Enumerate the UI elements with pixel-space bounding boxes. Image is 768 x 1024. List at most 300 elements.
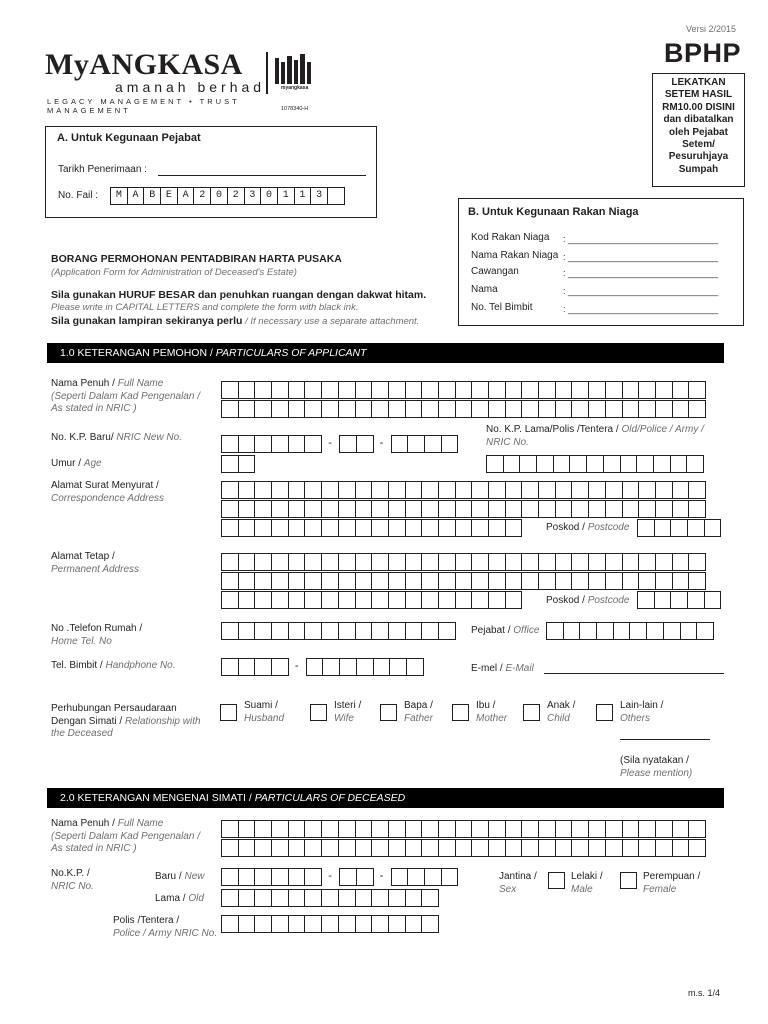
char-cell[interactable] — [704, 591, 722, 609]
char-cell[interactable] — [438, 481, 456, 499]
char-cell[interactable] — [271, 591, 289, 609]
char-cell[interactable] — [521, 481, 539, 499]
char-cell[interactable] — [538, 481, 556, 499]
char-cell[interactable] — [388, 553, 406, 571]
char-cell[interactable] — [388, 500, 406, 518]
char-cell[interactable] — [588, 500, 606, 518]
char-cell[interactable] — [388, 519, 406, 537]
file-char-cell[interactable]: 1 — [277, 187, 295, 205]
char-cell[interactable] — [338, 553, 356, 571]
char-cell[interactable] — [321, 622, 339, 640]
char-cell[interactable] — [571, 553, 589, 571]
char-cell[interactable] — [288, 381, 306, 399]
char-cell[interactable] — [321, 519, 339, 537]
char-cell[interactable] — [221, 553, 239, 571]
char-cell[interactable] — [338, 500, 356, 518]
char-cell[interactable] — [371, 591, 389, 609]
char-cell[interactable] — [646, 622, 664, 640]
deceased-nric-old-field[interactable] — [221, 889, 438, 907]
char-cell[interactable] — [620, 455, 638, 473]
char-cell[interactable] — [687, 591, 705, 609]
char-cell[interactable] — [438, 820, 456, 838]
char-cell[interactable] — [654, 591, 672, 609]
char-cell[interactable] — [321, 839, 339, 857]
char-cell[interactable] — [288, 435, 306, 453]
char-cell[interactable] — [388, 622, 406, 640]
char-cell[interactable] — [321, 889, 339, 907]
char-cell[interactable] — [488, 481, 506, 499]
char-cell[interactable] — [288, 400, 306, 418]
email-field[interactable] — [544, 673, 724, 674]
char-cell[interactable] — [688, 481, 706, 499]
file-char-cell[interactable]: A — [127, 187, 145, 205]
char-cell[interactable] — [221, 591, 239, 609]
char-cell[interactable] — [391, 435, 409, 453]
char-cell[interactable] — [438, 839, 456, 857]
char-cell[interactable] — [391, 868, 409, 886]
char-cell[interactable] — [622, 820, 640, 838]
char-cell[interactable] — [421, 591, 439, 609]
char-cell[interactable] — [655, 820, 673, 838]
char-cell[interactable] — [638, 500, 656, 518]
char-cell[interactable] — [638, 381, 656, 399]
char-cell[interactable] — [271, 572, 289, 590]
char-cell[interactable] — [304, 868, 322, 886]
char-cell[interactable] — [221, 519, 239, 537]
char-cell[interactable] — [455, 591, 473, 609]
char-cell[interactable] — [438, 500, 456, 518]
partner-field-input[interactable]: : ______________________________ — [563, 286, 719, 296]
char-cell[interactable] — [371, 915, 389, 933]
char-cell[interactable] — [563, 622, 581, 640]
char-cell[interactable] — [521, 381, 539, 399]
file-char-cell[interactable]: 2 — [193, 187, 211, 205]
char-cell[interactable] — [238, 553, 256, 571]
char-cell[interactable] — [271, 435, 289, 453]
char-cell[interactable] — [546, 622, 564, 640]
char-cell[interactable] — [238, 839, 256, 857]
char-cell[interactable] — [538, 572, 556, 590]
char-cell[interactable] — [571, 572, 589, 590]
char-cell[interactable] — [254, 435, 272, 453]
char-cell[interactable] — [521, 820, 539, 838]
char-cell[interactable] — [304, 572, 322, 590]
char-cell[interactable] — [638, 481, 656, 499]
char-cell[interactable] — [538, 400, 556, 418]
char-cell[interactable] — [455, 381, 473, 399]
char-cell[interactable] — [629, 622, 647, 640]
char-cell[interactable] — [321, 481, 339, 499]
char-cell[interactable] — [254, 658, 272, 676]
char-cell[interactable] — [405, 553, 423, 571]
char-cell[interactable] — [405, 820, 423, 838]
char-cell[interactable] — [371, 553, 389, 571]
char-cell[interactable] — [438, 553, 456, 571]
char-cell[interactable] — [405, 915, 423, 933]
char-cell[interactable] — [455, 839, 473, 857]
char-cell[interactable] — [588, 553, 606, 571]
char-cell[interactable] — [571, 839, 589, 857]
char-cell[interactable] — [238, 820, 256, 838]
char-cell[interactable] — [421, 572, 439, 590]
char-cell[interactable] — [638, 553, 656, 571]
char-cell[interactable] — [371, 500, 389, 518]
char-cell[interactable] — [688, 572, 706, 590]
char-cell[interactable] — [688, 553, 706, 571]
char-cell[interactable] — [338, 915, 356, 933]
char-cell[interactable] — [505, 519, 523, 537]
char-cell[interactable] — [471, 381, 489, 399]
char-cell[interactable] — [221, 435, 239, 453]
char-cell[interactable] — [638, 400, 656, 418]
char-cell[interactable] — [221, 381, 239, 399]
char-cell[interactable] — [321, 500, 339, 518]
char-cell[interactable] — [405, 400, 423, 418]
char-cell[interactable] — [338, 591, 356, 609]
char-cell[interactable] — [622, 572, 640, 590]
char-cell[interactable] — [221, 820, 239, 838]
char-cell[interactable] — [638, 820, 656, 838]
char-cell[interactable] — [521, 572, 539, 590]
char-cell[interactable] — [355, 820, 373, 838]
char-cell[interactable] — [521, 553, 539, 571]
char-cell[interactable] — [538, 839, 556, 857]
char-cell[interactable] — [338, 400, 356, 418]
char-cell[interactable] — [271, 500, 289, 518]
relationship-checkbox[interactable] — [452, 704, 469, 721]
char-cell[interactable] — [288, 868, 306, 886]
char-cell[interactable] — [471, 553, 489, 571]
char-cell[interactable] — [488, 591, 506, 609]
char-cell[interactable] — [553, 455, 571, 473]
char-cell[interactable] — [505, 553, 523, 571]
char-cell[interactable] — [339, 435, 357, 453]
char-cell[interactable] — [622, 381, 640, 399]
char-cell[interactable] — [405, 839, 423, 857]
char-cell[interactable] — [588, 820, 606, 838]
char-cell[interactable] — [271, 658, 289, 676]
char-cell[interactable] — [571, 500, 589, 518]
char-cell[interactable] — [355, 400, 373, 418]
other-relationship-field[interactable] — [620, 739, 710, 740]
char-cell[interactable] — [338, 519, 356, 537]
char-cell[interactable] — [488, 519, 506, 537]
char-cell[interactable] — [521, 500, 539, 518]
file-char-cell[interactable]: 0 — [260, 187, 278, 205]
char-cell[interactable] — [486, 455, 504, 473]
char-cell[interactable] — [304, 519, 322, 537]
char-cell[interactable] — [355, 553, 373, 571]
char-cell[interactable] — [438, 381, 456, 399]
age-field[interactable] — [221, 455, 254, 473]
char-cell[interactable] — [471, 572, 489, 590]
char-cell[interactable] — [407, 868, 425, 886]
char-cell[interactable] — [505, 572, 523, 590]
char-cell[interactable] — [555, 381, 573, 399]
char-cell[interactable] — [471, 820, 489, 838]
char-cell[interactable] — [488, 820, 506, 838]
char-cell[interactable] — [421, 381, 439, 399]
char-cell[interactable] — [588, 481, 606, 499]
char-cell[interactable] — [421, 481, 439, 499]
char-cell[interactable] — [238, 519, 256, 537]
char-cell[interactable] — [555, 400, 573, 418]
char-cell[interactable] — [622, 481, 640, 499]
char-cell[interactable] — [654, 519, 672, 537]
char-cell[interactable] — [688, 381, 706, 399]
char-cell[interactable] — [355, 381, 373, 399]
char-cell[interactable] — [704, 519, 722, 537]
char-cell[interactable] — [579, 622, 597, 640]
char-cell[interactable] — [271, 889, 289, 907]
char-cell[interactable] — [238, 500, 256, 518]
char-cell[interactable] — [221, 455, 239, 473]
char-cell[interactable] — [355, 889, 373, 907]
char-cell[interactable] — [471, 839, 489, 857]
char-cell[interactable] — [455, 500, 473, 518]
file-number-field[interactable] — [110, 187, 344, 205]
char-cell[interactable] — [605, 553, 623, 571]
char-cell[interactable] — [254, 622, 272, 640]
char-cell[interactable] — [254, 553, 272, 571]
char-cell[interactable] — [588, 839, 606, 857]
char-cell[interactable] — [421, 400, 439, 418]
char-cell[interactable] — [688, 839, 706, 857]
char-cell[interactable] — [254, 591, 272, 609]
file-char-cell[interactable]: 2 — [227, 187, 245, 205]
char-cell[interactable] — [421, 519, 439, 537]
char-cell[interactable] — [238, 455, 256, 473]
file-char-cell[interactable]: 3 — [244, 187, 262, 205]
char-cell[interactable] — [356, 658, 374, 676]
char-cell[interactable] — [271, 839, 289, 857]
char-cell[interactable] — [555, 572, 573, 590]
char-cell[interactable] — [288, 820, 306, 838]
partner-field-input[interactable]: : ______________________________ — [563, 234, 719, 244]
char-cell[interactable] — [586, 455, 604, 473]
partner-field-input[interactable]: : ______________________________ — [563, 252, 719, 262]
permanent-address-row-1[interactable] — [221, 553, 705, 571]
char-cell[interactable] — [371, 381, 389, 399]
char-cell[interactable] — [221, 481, 239, 499]
char-cell[interactable] — [271, 400, 289, 418]
char-cell[interactable] — [371, 572, 389, 590]
char-cell[interactable] — [355, 591, 373, 609]
char-cell[interactable] — [388, 400, 406, 418]
char-cell[interactable] — [304, 500, 322, 518]
char-cell[interactable] — [488, 572, 506, 590]
char-cell[interactable] — [238, 400, 256, 418]
char-cell[interactable] — [421, 622, 439, 640]
char-cell[interactable] — [254, 839, 272, 857]
char-cell[interactable] — [588, 400, 606, 418]
char-cell[interactable] — [655, 553, 673, 571]
char-cell[interactable] — [686, 455, 704, 473]
char-cell[interactable] — [605, 381, 623, 399]
char-cell[interactable] — [321, 400, 339, 418]
file-char-cell[interactable]: 3 — [310, 187, 328, 205]
char-cell[interactable] — [438, 519, 456, 537]
char-cell[interactable] — [505, 591, 523, 609]
char-cell[interactable] — [304, 591, 322, 609]
char-cell[interactable] — [613, 622, 631, 640]
char-cell[interactable] — [271, 820, 289, 838]
char-cell[interactable] — [221, 915, 239, 933]
char-cell[interactable] — [672, 481, 690, 499]
char-cell[interactable] — [304, 622, 322, 640]
char-cell[interactable] — [441, 868, 459, 886]
char-cell[interactable] — [238, 622, 256, 640]
char-cell[interactable] — [655, 381, 673, 399]
char-cell[interactable] — [519, 455, 537, 473]
char-cell[interactable] — [571, 381, 589, 399]
char-cell[interactable] — [338, 622, 356, 640]
char-cell[interactable] — [687, 519, 705, 537]
char-cell[interactable] — [238, 481, 256, 499]
char-cell[interactable] — [488, 500, 506, 518]
char-cell[interactable] — [455, 820, 473, 838]
relationship-checkbox[interactable] — [310, 704, 327, 721]
char-cell[interactable] — [254, 519, 272, 537]
char-cell[interactable] — [373, 658, 391, 676]
char-cell[interactable] — [471, 500, 489, 518]
char-cell[interactable] — [371, 820, 389, 838]
char-cell[interactable] — [653, 455, 671, 473]
char-cell[interactable] — [288, 481, 306, 499]
char-cell[interactable] — [338, 839, 356, 857]
char-cell[interactable] — [304, 553, 322, 571]
char-cell[interactable] — [304, 400, 322, 418]
char-cell[interactable] — [254, 572, 272, 590]
male-checkbox[interactable] — [548, 872, 565, 889]
char-cell[interactable] — [389, 658, 407, 676]
char-cell[interactable] — [455, 572, 473, 590]
char-cell[interactable] — [670, 591, 688, 609]
char-cell[interactable] — [221, 868, 239, 886]
char-cell[interactable] — [271, 381, 289, 399]
correspondence-address-row-3[interactable] — [221, 519, 521, 537]
char-cell[interactable] — [221, 500, 239, 518]
char-cell[interactable] — [672, 381, 690, 399]
char-cell[interactable] — [254, 500, 272, 518]
char-cell[interactable] — [438, 572, 456, 590]
char-cell[interactable] — [421, 839, 439, 857]
char-cell[interactable] — [288, 591, 306, 609]
char-cell[interactable] — [637, 591, 655, 609]
char-cell[interactable] — [405, 500, 423, 518]
relationship-checkbox[interactable] — [380, 704, 397, 721]
char-cell[interactable] — [238, 889, 256, 907]
char-cell[interactable] — [304, 820, 322, 838]
char-cell[interactable] — [254, 400, 272, 418]
char-cell[interactable] — [254, 889, 272, 907]
char-cell[interactable] — [622, 839, 640, 857]
applicant-name-row-1[interactable] — [221, 381, 705, 399]
char-cell[interactable] — [288, 553, 306, 571]
char-cell[interactable] — [388, 481, 406, 499]
char-cell[interactable] — [321, 915, 339, 933]
char-cell[interactable] — [406, 658, 424, 676]
char-cell[interactable] — [254, 481, 272, 499]
char-cell[interactable] — [338, 481, 356, 499]
file-char-cell[interactable]: 0 — [210, 187, 228, 205]
char-cell[interactable] — [405, 381, 423, 399]
char-cell[interactable] — [421, 500, 439, 518]
char-cell[interactable] — [672, 839, 690, 857]
char-cell[interactable] — [605, 481, 623, 499]
char-cell[interactable] — [321, 553, 339, 571]
char-cell[interactable] — [254, 381, 272, 399]
char-cell[interactable] — [505, 400, 523, 418]
char-cell[interactable] — [571, 820, 589, 838]
char-cell[interactable] — [238, 658, 256, 676]
char-cell[interactable] — [271, 622, 289, 640]
char-cell[interactable] — [371, 400, 389, 418]
char-cell[interactable] — [355, 481, 373, 499]
char-cell[interactable] — [304, 435, 322, 453]
char-cell[interactable] — [339, 658, 357, 676]
correspondence-postcode-field[interactable] — [637, 519, 720, 537]
char-cell[interactable] — [655, 481, 673, 499]
char-cell[interactable] — [421, 915, 439, 933]
char-cell[interactable] — [288, 572, 306, 590]
char-cell[interactable] — [605, 820, 623, 838]
char-cell[interactable] — [655, 500, 673, 518]
correspondence-address-row-2[interactable] — [221, 500, 705, 518]
char-cell[interactable] — [221, 889, 239, 907]
char-cell[interactable] — [505, 381, 523, 399]
home-tel-field[interactable] — [221, 622, 455, 640]
char-cell[interactable] — [688, 400, 706, 418]
char-cell[interactable] — [405, 481, 423, 499]
char-cell[interactable] — [221, 622, 239, 640]
char-cell[interactable] — [536, 455, 554, 473]
char-cell[interactable] — [455, 400, 473, 418]
char-cell[interactable] — [355, 839, 373, 857]
char-cell[interactable] — [455, 519, 473, 537]
char-cell[interactable] — [388, 381, 406, 399]
char-cell[interactable] — [288, 622, 306, 640]
char-cell[interactable] — [638, 839, 656, 857]
char-cell[interactable] — [441, 435, 459, 453]
char-cell[interactable] — [421, 820, 439, 838]
char-cell[interactable] — [603, 455, 621, 473]
char-cell[interactable] — [505, 820, 523, 838]
file-char-cell[interactable]: A — [177, 187, 195, 205]
relationship-checkbox[interactable] — [596, 704, 613, 721]
char-cell[interactable] — [338, 820, 356, 838]
char-cell[interactable] — [569, 455, 587, 473]
char-cell[interactable] — [605, 500, 623, 518]
char-cell[interactable] — [321, 591, 339, 609]
char-cell[interactable] — [424, 868, 442, 886]
char-cell[interactable] — [321, 820, 339, 838]
char-cell[interactable] — [571, 481, 589, 499]
file-char-cell[interactable] — [327, 187, 345, 205]
char-cell[interactable] — [271, 481, 289, 499]
char-cell[interactable] — [322, 658, 340, 676]
char-cell[interactable] — [605, 839, 623, 857]
char-cell[interactable] — [388, 889, 406, 907]
file-char-cell[interactable]: E — [160, 187, 178, 205]
char-cell[interactable] — [388, 820, 406, 838]
file-char-cell[interactable]: 1 — [294, 187, 312, 205]
char-cell[interactable] — [555, 481, 573, 499]
char-cell[interactable] — [304, 915, 322, 933]
char-cell[interactable] — [538, 820, 556, 838]
char-cell[interactable] — [637, 519, 655, 537]
char-cell[interactable] — [488, 381, 506, 399]
